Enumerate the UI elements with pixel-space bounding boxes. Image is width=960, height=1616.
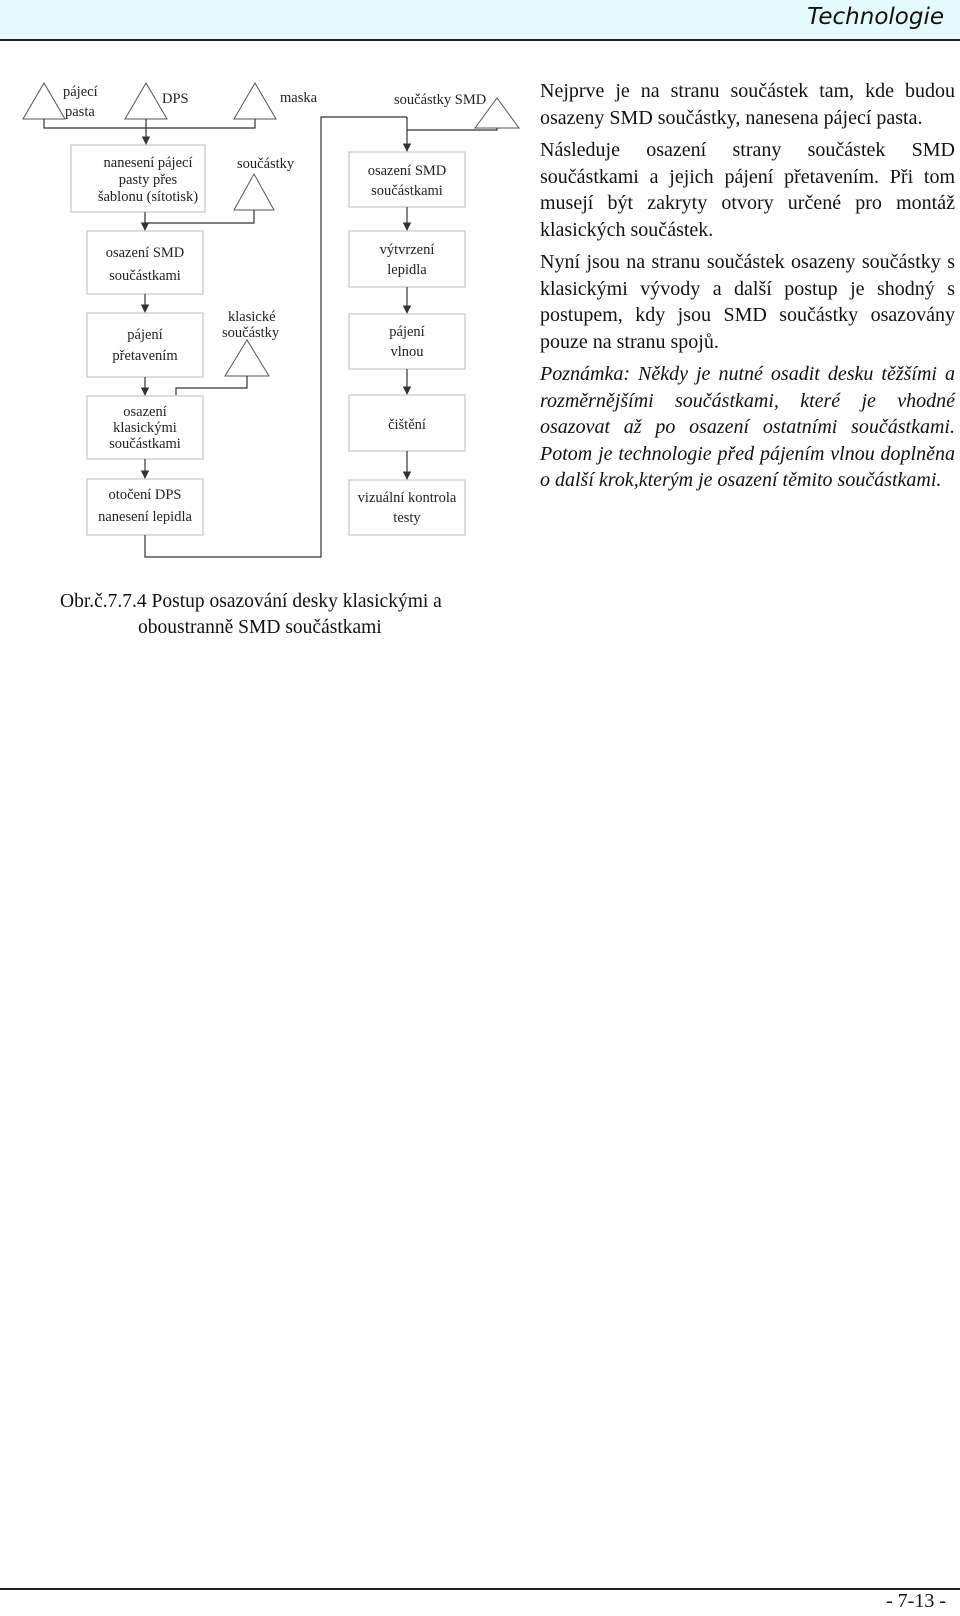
step-left-4-line1: osazení: [123, 404, 167, 420]
step-left-1-line2: pasty přes: [118, 172, 178, 188]
figure-caption: [60, 589, 500, 641]
connector-maska: [145, 119, 255, 128]
connector-pasta: [44, 119, 145, 128]
step-left-2-line2: součástkami: [109, 268, 181, 284]
input-triangle-dps: [125, 83, 167, 119]
step-left-2-line1: osazení SMD: [105, 245, 185, 261]
step-right-3-line2: vlnou: [390, 344, 424, 360]
step-right-2-line2: lepidla: [387, 262, 427, 278]
paragraph-note: Poznámka: Někdy je nutné osadit desku těžšími a rozměrnějšími součástkami, které je vhodné osazovat až po osazení ostatními součástkami. Potom je technologie před pájením vlnou doplněna o další krok,kterým je osazení těmito součástkami.: [540, 363, 955, 491]
page-number: - 7-13 -: [886, 1590, 946, 1612]
step-right-3-line1: pájení: [389, 324, 425, 340]
label-soucastky: součástky: [237, 156, 295, 172]
label-soucastky-smd: součástky SMD: [394, 92, 487, 108]
label-maska: maska: [280, 90, 318, 106]
step-right-4-line1: čištění: [388, 417, 426, 433]
step-box-left-3: [87, 313, 203, 377]
step-box-left-2: [87, 231, 203, 294]
paragraph-1: Nejprve je na stranu součástek tam, kde budou osazeny SMD součástky, nanesena pájecí pasta.: [540, 80, 955, 129]
footer-rule: [0, 1588, 960, 1590]
step-right-5-line2: testy: [393, 510, 421, 526]
step-right-1-line1: osazení SMD: [367, 163, 447, 179]
header-rule: [0, 39, 960, 41]
label-pajeci-pasta-1: pájecí: [63, 84, 98, 100]
caption-line-2: oboustranně SMD součástkami: [138, 617, 382, 638]
step-box-right-3: [349, 314, 465, 369]
label-klasicke-1: klasické: [228, 309, 276, 325]
step-box-right-2: [349, 231, 465, 287]
label-pajeci-pasta-2: pasta: [65, 104, 95, 120]
step-right-1-line2: součástkami: [371, 183, 443, 199]
label-dps: DPS: [162, 91, 189, 107]
header-title: Technologie: [807, 4, 944, 30]
label-klasicke-2: součástky: [222, 325, 280, 341]
input-triangle-soucastky: [234, 174, 274, 210]
step-left-5-line1: otočení DPS: [108, 487, 182, 503]
input-triangle-maska: [234, 83, 276, 119]
input-triangle-pajeci-pasta: [23, 83, 65, 119]
step-box-right-5: [349, 480, 465, 535]
step-left-4-line2: klasickými: [113, 420, 177, 436]
step-left-3-line1: pájení: [127, 327, 163, 343]
step-left-1-line3: šablonu (sítotisk): [97, 189, 199, 205]
body-text: [540, 78, 955, 500]
paragraph-3: Nyní jsou na stranu součástek osazeny součástky s klasickými vývody a další postup je shodný s postupem, kdy jsou SMD součástky osazovány pouze na stranu spojů.: [540, 251, 955, 353]
step-left-3-line2: přetavením: [112, 348, 178, 364]
step-right-2-line1: výtvrzení: [379, 242, 435, 258]
paragraph-2: Následuje osazení strany součástek SMD součástkami a jejich pájení přetavením. Při tom musejí být zakryty otvory určené pro montáž klasických součástek.: [540, 139, 955, 241]
step-left-4-line3: součástkami: [109, 436, 181, 452]
caption-line-1: Obr.č.7.7.4 Postup osazování desky klasickými a: [60, 591, 442, 612]
step-left-1-line1: nanesení pájecí: [103, 155, 193, 171]
step-right-5-line1: vizuální kontrola: [357, 490, 457, 506]
step-left-5-line2: nanesení lepidla: [98, 509, 192, 525]
connector-klasicke: [176, 376, 247, 395]
input-triangle-klasicke-soucastky: [225, 340, 269, 376]
process-flowchart: [0, 60, 520, 580]
